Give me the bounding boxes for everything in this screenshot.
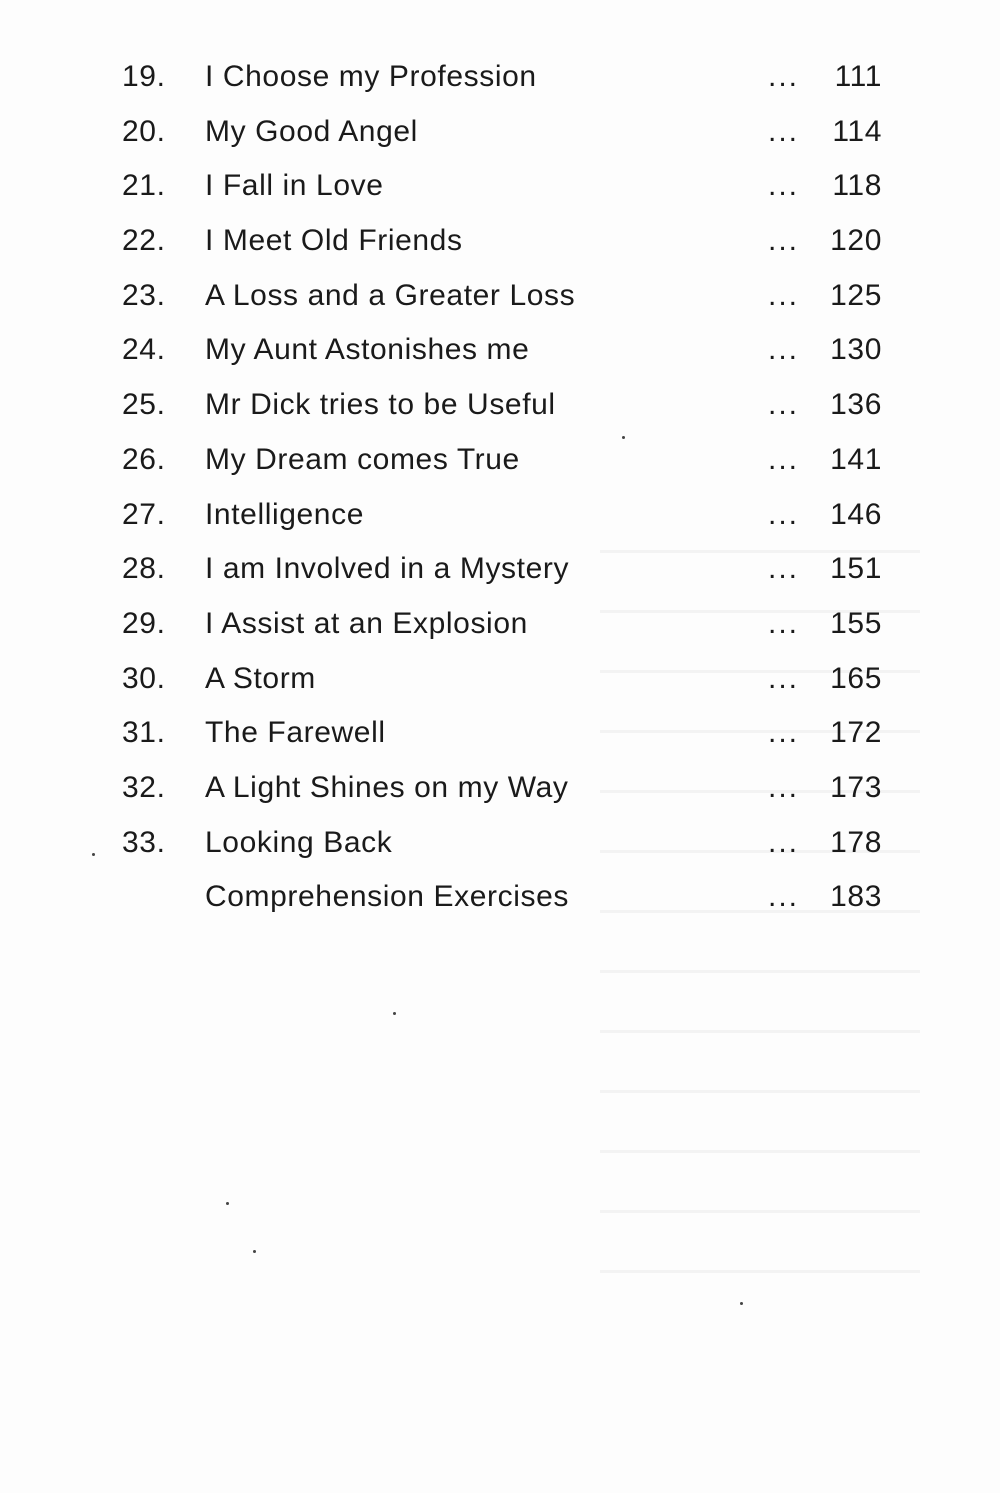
toc-entry: [0, 159, 1000, 214]
chapter-number: 25.: [122, 388, 166, 422]
chapter-title: A Loss and a Greater Loss: [205, 278, 576, 312]
dot-leader: ...: [768, 880, 800, 914]
chapter-number: 20.: [122, 114, 166, 148]
toc-entry: [0, 269, 1000, 324]
page-number: 183: [830, 880, 882, 914]
dot-leader: ...: [768, 333, 800, 367]
toc-entry: [0, 488, 1000, 543]
chapter-title: Mr Dick tries to be Useful: [205, 388, 556, 422]
paper-speck: [740, 1302, 743, 1305]
page-number: 118: [832, 169, 882, 203]
dot-leader: ...: [768, 606, 800, 640]
page-number: 120: [830, 224, 882, 258]
chapter-title: A Storm: [205, 661, 316, 695]
chapter-title: I Assist at an Explosion: [205, 606, 528, 640]
chapter-title: Looking Back: [205, 825, 393, 859]
page-number: 136: [830, 388, 882, 422]
page-number: 155: [830, 606, 882, 640]
toc-entry: [0, 542, 1000, 597]
page-number: 165: [830, 661, 882, 695]
toc-entry: [0, 652, 1000, 707]
dot-leader: ...: [768, 442, 800, 476]
dot-leader: ...: [768, 388, 800, 422]
page-number: 146: [830, 497, 882, 531]
paper-speck: [253, 1250, 256, 1253]
page-number: 141: [830, 442, 882, 476]
dot-leader: ...: [768, 60, 800, 93]
chapter-title: I Choose my Profession: [205, 60, 537, 93]
dot-leader: ...: [768, 497, 800, 531]
page-number: 172: [830, 716, 882, 750]
toc-entry: [0, 323, 1000, 378]
page-number: 173: [830, 770, 882, 804]
page-number: 178: [830, 825, 882, 859]
chapter-number: 30.: [122, 661, 166, 695]
chapter-number: 19.: [122, 60, 166, 93]
table-of-contents: [0, 50, 1000, 925]
chapter-title: I am Involved in a Mystery: [205, 552, 570, 586]
paper-speck: [393, 1012, 396, 1015]
dot-leader: ...: [768, 825, 800, 859]
chapter-title: My Aunt Astonishes me: [205, 333, 530, 367]
toc-entry: [0, 706, 1000, 761]
chapter-number: 27.: [122, 497, 166, 531]
chapter-number: 21.: [122, 169, 166, 203]
toc-entry: [0, 214, 1000, 269]
chapter-title: Intelligence: [205, 497, 364, 531]
chapter-title: A Light Shines on my Way: [205, 770, 569, 804]
dot-leader: ...: [768, 224, 800, 258]
page-number: 114: [832, 114, 882, 148]
chapter-title: I Fall in Love: [205, 169, 384, 203]
dot-leader: ...: [768, 661, 800, 695]
page-number: 111: [834, 60, 882, 93]
chapter-number: 31.: [122, 716, 166, 750]
dot-leader: ...: [768, 114, 800, 148]
page-number: 130: [830, 333, 882, 367]
chapter-number: 28.: [122, 552, 166, 586]
dot-leader: ...: [768, 770, 800, 804]
chapter-title: I Meet Old Friends: [205, 224, 463, 258]
chapter-title: My Dream comes True: [205, 442, 520, 476]
toc-entry: [0, 597, 1000, 652]
chapter-number: 24.: [122, 333, 166, 367]
chapter-number: 33.: [122, 825, 166, 859]
chapter-title: My Good Angel: [205, 114, 418, 148]
toc-entry: [0, 761, 1000, 816]
dot-leader: ...: [768, 169, 800, 203]
toc-entry: [0, 433, 1000, 488]
chapter-number: 23.: [122, 278, 166, 312]
dot-leader: ...: [768, 552, 800, 586]
chapter-number: 26.: [122, 442, 166, 476]
toc-entry: [0, 870, 1000, 925]
chapter-title: The Farewell: [205, 716, 386, 750]
toc-entry: [0, 378, 1000, 433]
toc-entry: [0, 816, 1000, 871]
toc-entry: [0, 105, 1000, 160]
paper-speck: [226, 1202, 229, 1205]
chapter-number: 32.: [122, 770, 166, 804]
chapter-title: Comprehension Exercises: [205, 880, 569, 914]
page-number: 125: [830, 278, 882, 312]
chapter-number: 29.: [122, 606, 166, 640]
dot-leader: ...: [768, 716, 800, 750]
page-number: 151: [830, 552, 882, 586]
chapter-number: 22.: [122, 224, 166, 258]
dot-leader: ...: [768, 278, 800, 312]
toc-entry: [0, 50, 1000, 105]
